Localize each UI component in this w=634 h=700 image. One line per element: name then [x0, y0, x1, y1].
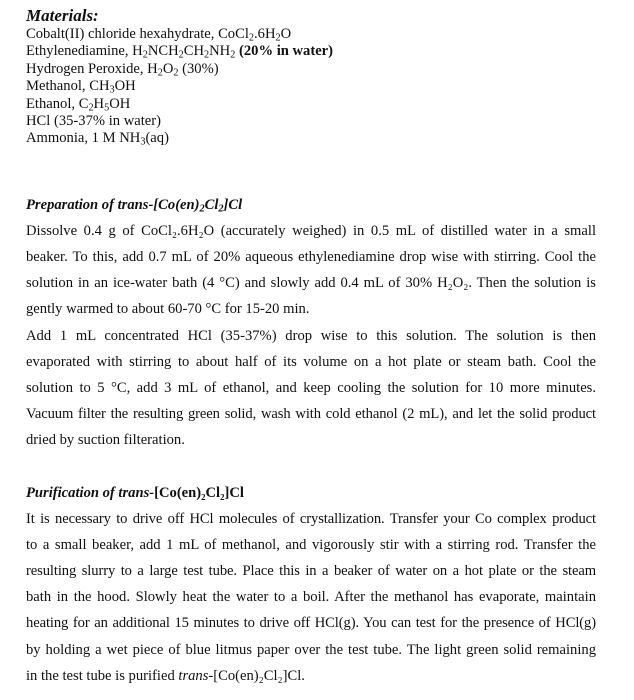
preparation-line: Vacuum filter the resulting green solid, wash with cold ethanol (2 mL), and let the solid product [26, 406, 596, 423]
material-item-hcl: HCl (35-37% in water) [26, 113, 161, 130]
material-item-ethanol: Ethanol, $C_2H_5OH$ [26, 95, 131, 114]
purification-line: resulting slurry to a large test tube. Place this in a beaker of water on a hot plate or the steam [26, 563, 596, 580]
preparation-paragraph-1 [26, 218, 596, 323]
purification-line: It is necessary to drive off HCl molecules of crystallization. Transfer your Co complex product [26, 510, 596, 527]
preparation-line: Add 1 mL concentrated HCl (35-37%) drop wise to this solution. The solution is then [26, 327, 596, 344]
purification-line: by holding a wet piece of blue litmus paper over the test tube. The light green solid remaining [26, 641, 596, 658]
purification-line: heating for an additional 15 minutes to drive off HCl(g). You can test for the presence of HCl(g) [26, 615, 596, 632]
preparation-line: solution in an ice-water bath (4 °C) and slowly add 0.4 mL of 30% H₂O₂. Then the solution is [26, 275, 596, 292]
preparation-line: beaker. To this, add 0.7 mL of 20% aqueous ethylenediamine drop wise with stirring. Cool the [26, 249, 596, 266]
materials-list [26, 26, 596, 148]
preparation-line: gently warmed to about 60-70 °C for 15-20 min. [26, 301, 310, 318]
preparation-title: Preparation of trans-$[Co(en)_2Cl_2]Cl$ [26, 196, 243, 215]
purification-line: bath in the hood. Slowly heat the water to a boil. After the methanol has evaporate, maintain [26, 589, 596, 606]
preparation-line: dried by suction filteration. [26, 432, 185, 449]
preparation-line: evaporated with stirring to about half of its volume on a hot plate or steam bath. Cool the [26, 353, 596, 370]
materials-section [26, 6, 596, 148]
preparation-line: Dissolve 0.4 g of CoCl₂.6H₂O (accurately weighed) in 0.5 mL of distilled water in a small [26, 222, 596, 239]
material-item-ethylenediamine: Ethylenediamine, $H_2NCH_2CH_2NH_2$ (20% in water) [26, 43, 334, 61]
material-item-ammonia: Ammonia, 1 M $NH_3(aq)$ [26, 130, 169, 148]
purification-line: to a small beaker, add 1 mL of methanol, and vigorously stir with a stirring rod. Transfer the [26, 536, 596, 553]
material-item-hydrogen-peroxide: Hydrogen Peroxide, $H_2O_2$ (30%) [26, 60, 219, 79]
materials-heading: Materials: [26, 6, 99, 25]
preparation-paragraph-2 [26, 323, 596, 454]
purification-final-line: in the test tube is purified trans-[Co(en)₂Cl₂]Cl. [26, 667, 305, 684]
material-item-methanol: Methanol, $CH_3OH$ [26, 78, 136, 96]
purification-title: Purification of trans-[Co(en)₂Cl₂]Cl [26, 484, 244, 501]
purification-section [26, 480, 596, 689]
preparation-section [26, 192, 596, 454]
material-item-cobalt-chloride: Cobalt(II) chloride hexahydrate, $CoCl_2.6H_2O$ [26, 26, 292, 44]
document-page [26, 6, 596, 689]
purification-paragraph [26, 506, 596, 689]
preparation-line: solution to 5 °C, add 3 mL of ethanol, and keep cooling the solution for 10 more minutes. [26, 380, 596, 397]
